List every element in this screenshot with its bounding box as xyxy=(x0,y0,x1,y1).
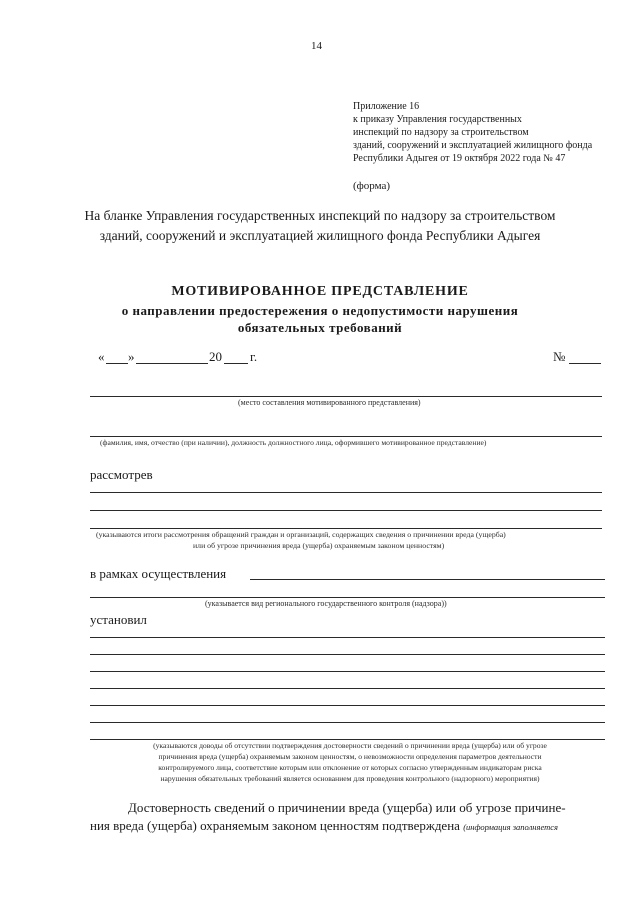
day-blank[interactable] xyxy=(106,363,128,364)
reviewed-field-line[interactable] xyxy=(90,510,602,511)
control-type-hint: (указывается вид регионального государственного контроля (надзора)) xyxy=(205,599,447,608)
established-field-line[interactable] xyxy=(90,688,605,689)
page-number: 14 xyxy=(311,40,322,52)
body-text-main: ния вреда (ущерба) охраняемым законом ценностям подтверждена xyxy=(90,818,460,833)
official-field-line[interactable] xyxy=(90,436,602,437)
control-field-line[interactable] xyxy=(250,579,605,580)
form-label: (форма) xyxy=(353,180,391,192)
established-field-line[interactable] xyxy=(90,637,605,638)
reviewed-field-line[interactable] xyxy=(90,492,602,493)
appendix-line: Республики Адыгея от 19 октября 2022 года № 47 xyxy=(353,153,566,164)
established-label: установил xyxy=(90,612,147,627)
within-framework-label: в рамках осуществления xyxy=(90,566,227,581)
place-field-line[interactable] xyxy=(90,396,602,397)
review-results-hint: (указываются итоги рассмотрения обращений граждан и организаций, содержащих сведения о причинении вреда (ущерба) xyxy=(96,530,506,539)
official-hint: (фамилия, имя, отчество (при наличии), должность должностного лица, оформившего мотивированное представление) xyxy=(100,438,487,447)
place-hint: (место составления мотивированного представления) xyxy=(238,398,421,407)
letterhead-line: зданий, сооружений и эксплуатацией жилищного фонда Республики Адыгея xyxy=(99,228,541,243)
arguments-hint: причинения вреда (ущерба) охраняемым законом ценностям, о невозможности определения параметров деятельности xyxy=(158,752,542,761)
established-field-line[interactable] xyxy=(90,739,605,740)
reviewed-field-line[interactable] xyxy=(90,528,602,529)
document-subtitle: обязательных требований xyxy=(237,320,403,335)
appendix-line: инспекций по надзору за строительством xyxy=(353,127,529,138)
arguments-hint: нарушения обязательных требований является основанием для проведения контрольного (надзорного) мероприятия) xyxy=(160,774,540,783)
body-text-line xyxy=(90,818,558,834)
year-blank[interactable] xyxy=(224,363,248,364)
review-results-hint: или об угрозе причинения вреда (ущерба) охраняемым законом ценностям) xyxy=(193,541,445,550)
month-blank[interactable] xyxy=(136,363,208,364)
body-text-italic: (информация заполняется xyxy=(463,822,558,832)
established-field-line[interactable] xyxy=(90,654,605,655)
number-blank[interactable] xyxy=(569,363,601,364)
date-open-quote: « xyxy=(98,349,105,364)
established-field-line[interactable] xyxy=(90,722,605,723)
letterhead-line: На бланке Управления государственных инспекций по надзору за строительством xyxy=(84,208,556,223)
appendix-line: к приказу Управления государственных xyxy=(353,114,522,125)
appendix-block xyxy=(353,100,592,165)
established-field-line[interactable] xyxy=(90,705,605,706)
established-field-line[interactable] xyxy=(90,671,605,672)
body-text-line: Достоверность сведений о причинении вреда (ущерба) или об угрозе причине- xyxy=(128,800,566,815)
number-label: № xyxy=(553,349,566,364)
document-title: МОТИВИРОВАННОЕ ПРЕДСТАВЛЕНИЕ xyxy=(171,284,469,299)
arguments-hint: (указываются доводы об отсутствии подтверждения достоверности сведений о причинении вреда (ущерба) или об угрозе xyxy=(153,741,547,750)
date-close-quote: » xyxy=(128,349,135,364)
year-suffix: г. xyxy=(250,349,258,364)
reviewed-label: рассмотрев xyxy=(90,467,153,482)
document-subtitle: о направлении предостережения о недопустимости нарушения xyxy=(121,303,519,318)
control-field-line[interactable] xyxy=(90,597,605,598)
year-prefix: 20 xyxy=(209,349,222,364)
appendix-line: зданий, сооружений и эксплуатацией жилищного фонда xyxy=(353,140,593,151)
appendix-line: Приложение 16 xyxy=(353,101,420,112)
arguments-hint: контролируемого лица, соответствие которым или отклонение от которых согласно утвержденным индикаторам риска xyxy=(158,763,542,772)
